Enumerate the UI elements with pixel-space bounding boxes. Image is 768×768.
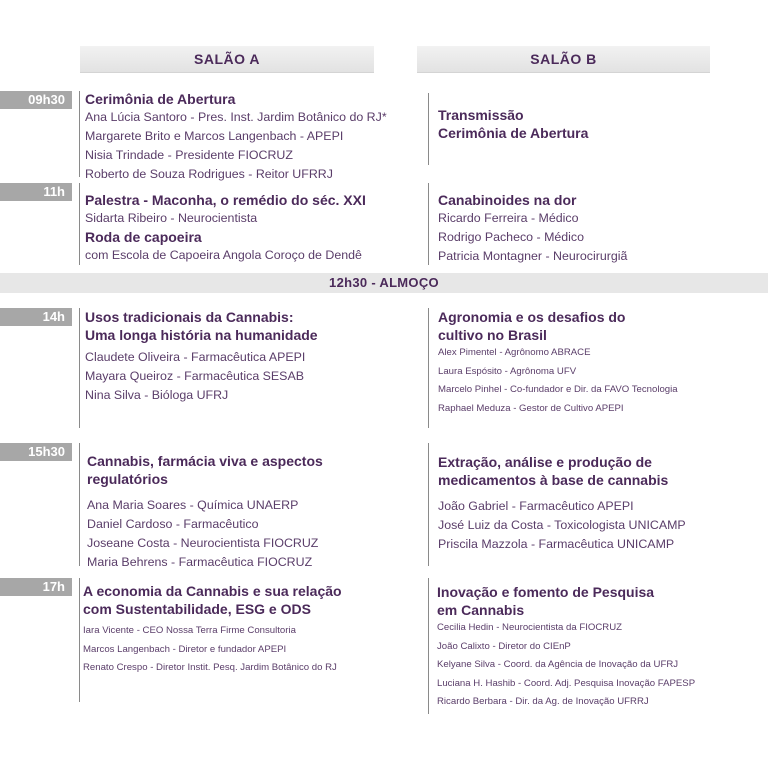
speaker-line: Roberto de Souza Rodrigues - Reitor UFRRJ (85, 167, 333, 181)
speaker-line: Kelyane Silva - Coord. da Agência de Inovação da UFRJ (437, 659, 679, 671)
session-title: Palestra - Maconha, o remédio do séc. XXI (85, 192, 366, 208)
speaker-line: Maria Behrens - Farmacêutica FIOCRUZ (87, 555, 313, 569)
session-b (438, 106, 588, 142)
hall-a-header: SALÃO A (80, 46, 374, 73)
speaker-line: Raphael Meduza - Gestor de Cultivo APEPI (438, 402, 624, 414)
session-b (437, 583, 695, 712)
session-title: medicamentos à base de cannabis (438, 472, 669, 488)
session-title: Transmissão (438, 107, 524, 123)
speaker-line: Marcelo Pinhel - Co-fundador e Dir. da FAVO Tecnologia (438, 384, 678, 396)
divider-line (428, 183, 429, 265)
speaker-line: Rodrigo Pacheco - Médico (438, 230, 585, 244)
session-b (438, 308, 678, 418)
speaker-line: Ana Lúcia Santoro - Pres. Inst. Jardim Botânico do RJ* (85, 110, 387, 124)
session-title: Inovação e fomento de Pesquisa (437, 584, 655, 600)
session-title: Canabinoides na dor (438, 192, 577, 208)
divider-line (428, 443, 429, 566)
speaker-line: Cecilia Hedin - Neurocientista da FIOCRUZ (437, 622, 623, 633)
speaker-line: Patricia Montagner - Neurocirurgiã (438, 249, 628, 263)
session-a (83, 582, 342, 678)
speaker-line: João Calixto - Diretor do CIEnP (437, 640, 571, 652)
session-a (85, 90, 387, 184)
time-label: 14h (0, 308, 72, 326)
time-label: 17h (0, 578, 72, 596)
session-a (85, 191, 366, 265)
speaker-line: José Luiz da Costa - Toxicologista UNICAMP (438, 518, 686, 532)
hall-b-header: SALÃO B (417, 46, 710, 73)
speaker-line: com Escola de Capoeira Angola Coroço de Dendê (85, 248, 362, 262)
speaker-line: Sidarta Ribeiro - Neurocientista (85, 211, 258, 225)
session-title: Cerimônia de Abertura (85, 91, 236, 107)
divider-line (428, 578, 429, 714)
divider-line (428, 93, 429, 165)
speaker-line: Marcos Langenbach - Diretor e fundador APEPI (83, 643, 287, 655)
speaker-line: Alex Pimentel - Agrônomo ABRACE (438, 347, 591, 358)
divider-line (428, 308, 429, 428)
session-a (87, 452, 323, 572)
speaker-line: Nina Silva - Bióloga UFRJ (85, 388, 229, 402)
speaker-line: Nisia Trindade - Presidente FIOCRUZ (85, 148, 293, 162)
speaker-line: Joseane Costa - Neurocientista FIOCRUZ (87, 536, 319, 550)
session-a (85, 308, 318, 405)
session-title: A economia da Cannabis e sua relação (83, 583, 342, 599)
speaker-line: Iara Vicente - CEO Nossa Terra Firme Consultoria (83, 625, 296, 636)
lunch-break-bar: 12h30 - ALMOÇO (0, 273, 768, 293)
speaker-line: Daniel Cardoso - Farmacêutico (87, 517, 259, 531)
speaker-line: Laura Espósito - Agrônoma UFV (438, 365, 577, 377)
divider-line (79, 308, 80, 428)
session-title: em Cannabis (437, 602, 525, 618)
session-title: com Sustentabilidade, ESG e ODS (83, 601, 311, 617)
speaker-line: Renato Crespo - Diretor Instit. Pesq. Jardim Botânico do RJ (83, 662, 337, 674)
session-title: Cerimônia de Abertura (438, 125, 589, 141)
divider-line (79, 91, 80, 177)
session-title: Usos tradicionais da Cannabis: (85, 309, 294, 325)
session-title: Extração, análise e produção de (438, 454, 652, 470)
time-label: 09h30 (0, 91, 72, 109)
speaker-line: João Gabriel - Farmacêutico APEPI (438, 499, 634, 513)
session-b (438, 453, 686, 554)
divider-line (79, 578, 80, 702)
speaker-line: Mayara Queiroz - Farmacêutica SESAB (85, 369, 304, 383)
speaker-line: Luciana H. Hashib - Coord. Adj. Pesquisa Inovação FAPESP (437, 677, 696, 689)
session-b (438, 191, 627, 266)
session-title: Agronomia e os desafios do (438, 309, 626, 325)
speaker-line: Ricardo Berbara - Dir. da Ag. de Inovação UFRRJ (437, 696, 649, 708)
time-label: 11h (0, 183, 72, 201)
divider-line (79, 183, 80, 265)
divider-line (79, 443, 80, 566)
session-title: Roda de capoeira (85, 229, 202, 245)
speaker-line: Claudete Oliveira - Farmacêutica APEPI (85, 350, 306, 364)
session-title: Uma longa história na humanidade (85, 327, 318, 343)
session-title: cultivo no Brasil (438, 327, 547, 343)
session-title: regulatórios (87, 471, 168, 487)
speaker-line: Priscila Mazzola - Farmacêutica UNICAMP (438, 537, 675, 551)
speaker-line: Ricardo Ferreira - Médico (438, 211, 579, 225)
speaker-line: Ana Maria Soares - Química UNAERP (87, 498, 299, 512)
time-label: 15h30 (0, 443, 72, 461)
speaker-line: Margarete Brito e Marcos Langenbach - APEPI (85, 129, 344, 143)
session-title: Cannabis, farmácia viva e aspectos (87, 453, 323, 469)
